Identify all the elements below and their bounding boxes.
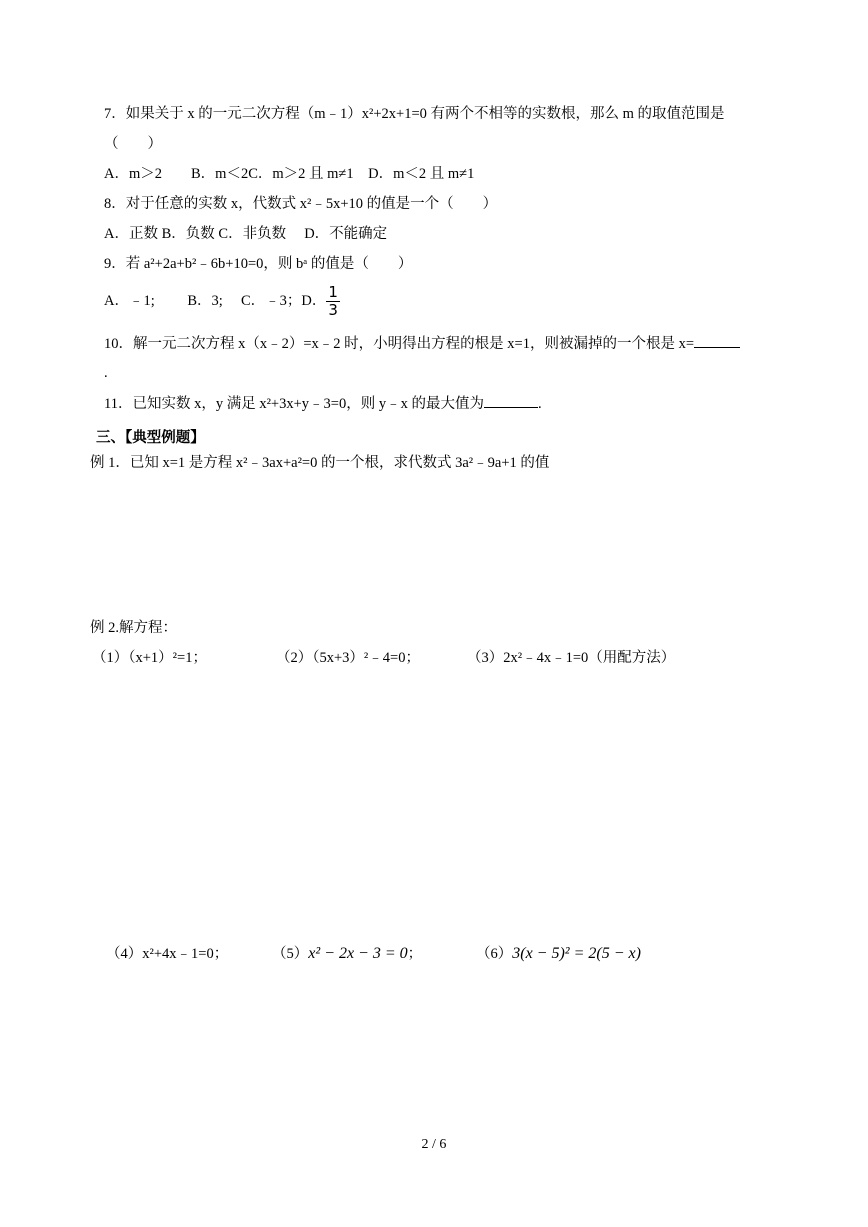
example-2-part-6: [476, 944, 641, 964]
part-5-label: （5）: [272, 946, 309, 962]
question-7-stem: 7．如果关于 x 的一元二次方程（m﹣1）x²+2x+1=0 有两个不相等的实数根，那么 m 的取值范围是: [104, 106, 725, 122]
fraction-denominator: 3: [328, 301, 338, 319]
question-10-stem: [104, 333, 740, 354]
question-9-options: [104, 284, 340, 319]
fraction-one-third: [326, 284, 340, 319]
question-10-text: 10．解一元二次方程 x（x﹣2）=x﹣2 时，小明得出方程的根是 x=1，则被漏掉的一个根是 x=: [104, 336, 695, 352]
part-6-label: （6）: [476, 946, 513, 962]
answer-blank: [694, 333, 740, 348]
question-7-paren: （ ）: [104, 136, 162, 152]
answer-blank: [484, 393, 538, 408]
question-7-options: A．m＞2 B．m＜2C．m＞2 且 m≠1 D．m＜2 且 m≠1: [104, 166, 475, 182]
question-11-stem: [104, 393, 542, 414]
part-6-equation: 3(x − 5)² = 2(5 − x): [512, 945, 641, 962]
example-2-title: 例 2.解方程：: [90, 620, 177, 636]
question-9-options-text: A．﹣1; B．3; C．﹣3；D．: [104, 292, 327, 309]
question-10-end: .: [104, 365, 108, 381]
example-2-part-5: [272, 944, 422, 964]
example-2-part-2: （2）（5x+3）²﹣4=0；: [276, 650, 420, 666]
example-2-part-1: （1）（x+1）²=1；: [92, 650, 207, 666]
part-5-end: ；: [407, 946, 423, 962]
example-2-part-3: （3）2x²﹣4x﹣1=0（用配方法）: [467, 650, 676, 666]
fraction-numerator: 1: [328, 283, 338, 301]
question-8-options: A．正数 B．负数 C．非负数 D．不能确定: [104, 226, 388, 242]
example-1: 例 1．已知 x=1 是方程 x²﹣3ax+a²=0 的一个根，求代数式 3a²﹣9a+1 的值: [90, 455, 550, 471]
question-11-text: 11．已知实数 x，y 满足 x²+3x+y﹣3=0，则 y﹣x 的最大值为: [104, 396, 484, 412]
section-title: 三、【典型例题】: [96, 430, 205, 446]
example-2-part-4: （4）x²+4x﹣1=0；: [106, 946, 229, 962]
question-11-period: .: [537, 396, 542, 412]
question-8-stem: 8．对于任意的实数 x，代数式 x²﹣5x+10 的值是一个（ ）: [104, 196, 498, 212]
question-9-stem: 9．若 a²+2a+b²﹣6b+10=0，则 bᵃ 的值是（ ）: [104, 256, 413, 272]
page-number: 2 / 6: [421, 1137, 447, 1152]
part-5-equation: x² − 2x − 3 = 0: [308, 945, 408, 962]
